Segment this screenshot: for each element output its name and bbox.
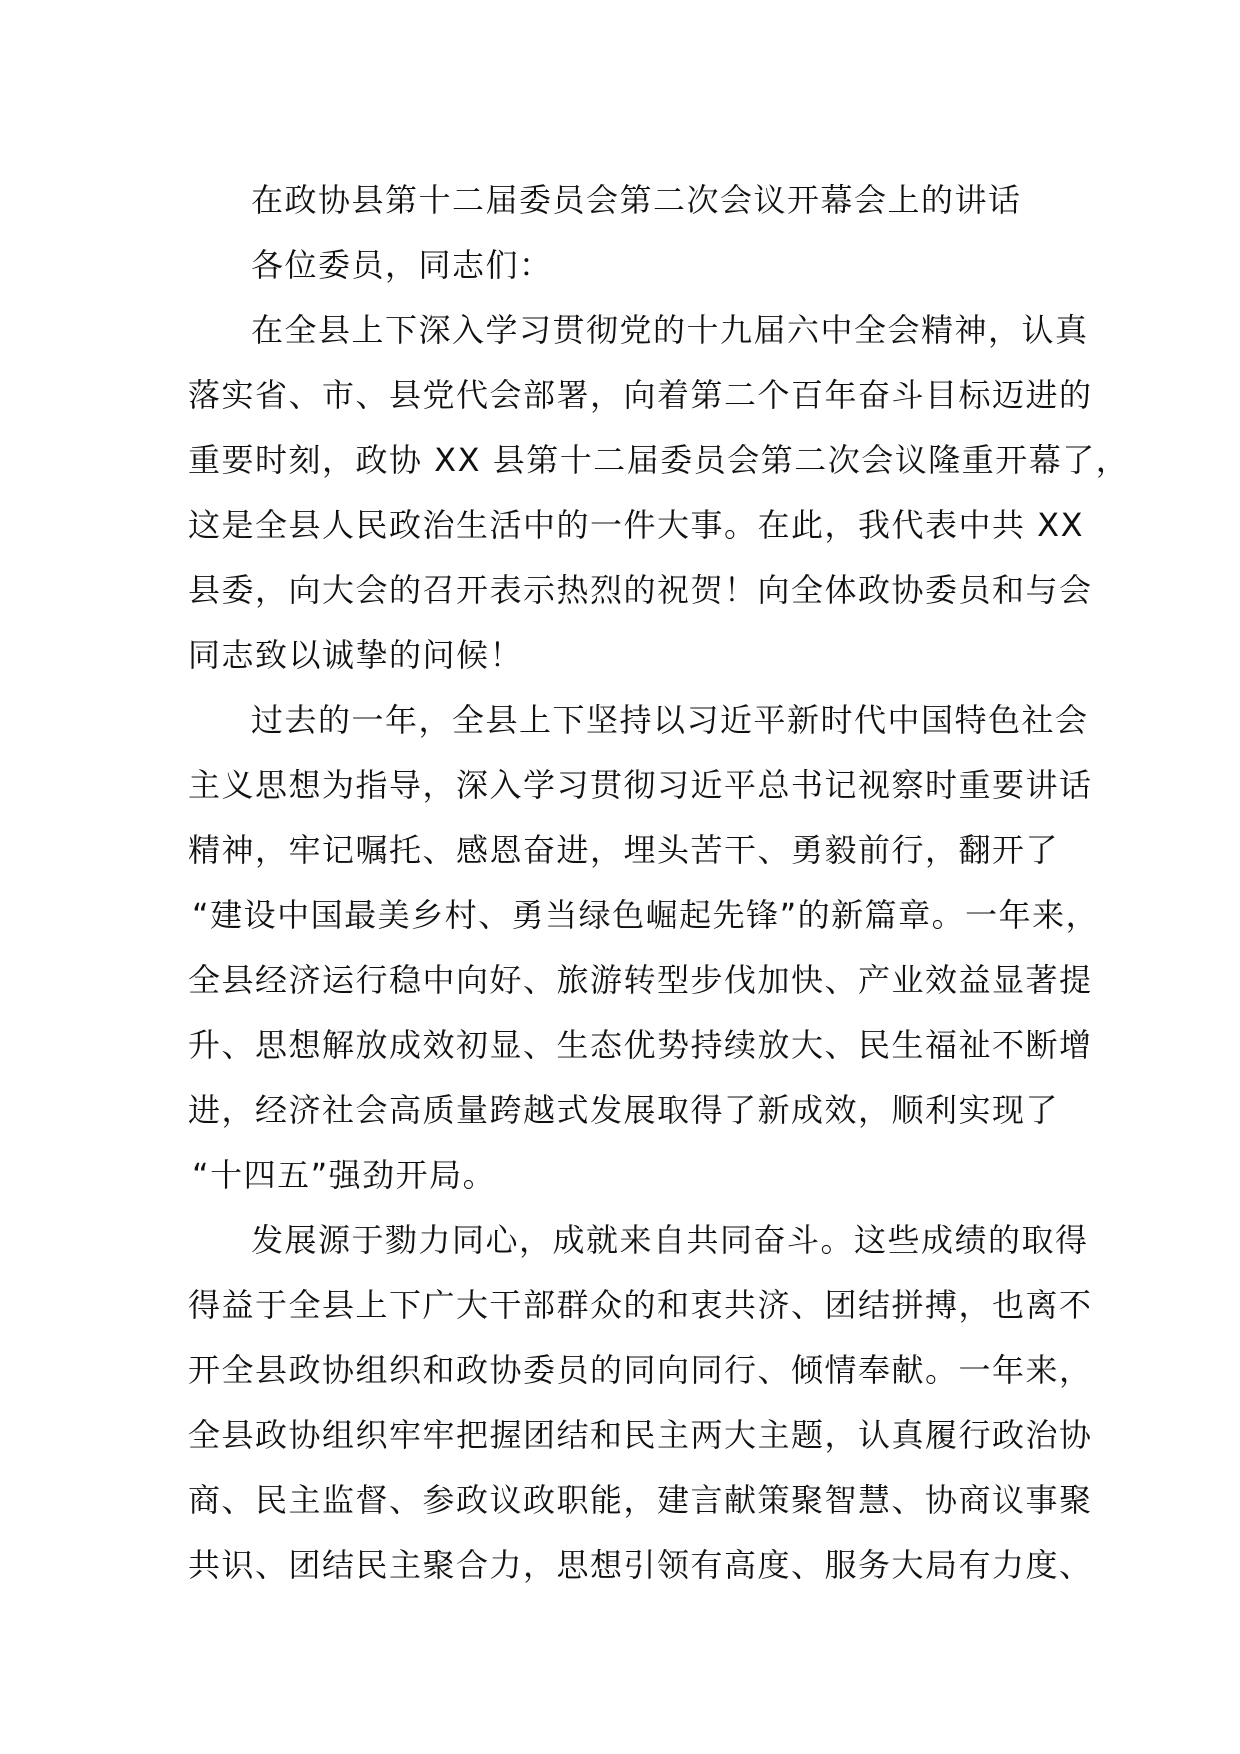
paragraph-line: 精神，牢记嘱托、感恩奋进，埋头苦干、勇毅前行，翻开了 xyxy=(188,831,1060,869)
paragraph-line: “十四五”强劲开局。 xyxy=(192,1156,497,1194)
paragraph-line: “建设中国最美乡村、勇当绿色崛起先锋”的新篇章。一年来， xyxy=(192,896,1100,934)
document-title: 在政协县第十二届委员会第二次会议开幕会上的讲话 xyxy=(251,181,1022,219)
document-body xyxy=(188,168,1130,1598)
paragraph-line: 同志致以诚挚的问候！ xyxy=(188,636,524,674)
paragraph-line: 过去的一年，全县上下坚持以习近平新时代中国特色社会 xyxy=(251,701,1089,739)
paragraph-line: 全县经济运行稳中向好、旅游转型步伐加快、产业效益显著提 xyxy=(188,961,1093,999)
paragraph-line: 得益于全县上下广大干部群众的和衷共济、团结拼搏，也离不 xyxy=(188,1286,1093,1324)
paragraph-line: 全县政协组织牢牢把握团结和民主两大主题，认真履行政治协 xyxy=(188,1416,1093,1454)
paragraph-line: 开全县政协组织和政协委员的同向同行、倾情奉献。一年来， xyxy=(188,1351,1093,1389)
paragraph-line: 共识、团结民主聚合力，思想引领有高度、服务大局有力度、 xyxy=(188,1546,1093,1584)
paragraph-line: 发展源于勠力同心，成就来自共同奋斗。这些成绩的取得 xyxy=(251,1221,1089,1259)
paragraph-line: 县委，向大会的召开表示热烈的祝贺！向全体政协委员和与会 xyxy=(188,571,1093,609)
paragraph-line: 主义思想为指导，深入学习贯彻习近平总书记视察时重要讲话 xyxy=(188,766,1093,804)
paragraph-line: 升、思想解放成效初显、生态优势持续放大、民生福祉不断增 xyxy=(188,1026,1093,1064)
paragraph-line: 商、民主监督、参政议政职能，建言献策聚智慧、协商议事聚 xyxy=(188,1481,1093,1519)
salutation: 各位委员，同志们： xyxy=(251,246,553,284)
paragraph-line: 重要时刻，政协 XX 县第十二届委员会第二次会议隆重开幕了， xyxy=(188,441,1130,479)
paragraph-line: 进，经济社会高质量跨越式发展取得了新成效，顺利实现了 xyxy=(188,1091,1060,1129)
paragraph-line: 在全县上下深入学习贯彻党的十九届六中全会精神，认真 xyxy=(251,311,1089,349)
paragraph-line: 这是全县人民政治生活中的一件大事。在此，我代表中共 XX xyxy=(188,506,1085,544)
paragraph-line: 落实省、市、县党代会部署，向着第二个百年奋斗目标迈进的 xyxy=(188,376,1093,414)
